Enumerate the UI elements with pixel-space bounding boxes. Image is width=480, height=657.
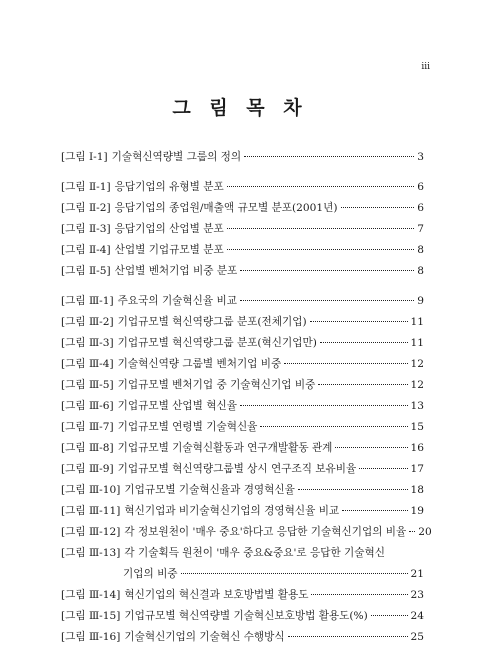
figure-title: 응답기업의 유형별 분포 xyxy=(114,181,224,193)
toc-entry[interactable] xyxy=(61,354,424,375)
figure-title: 산업별 기업규모별 분포 xyxy=(114,244,224,256)
dot-leader xyxy=(359,468,407,469)
toc-entry[interactable] xyxy=(61,261,424,282)
figure-page-number: 23 xyxy=(410,589,424,601)
dot-leader xyxy=(240,300,414,301)
toc-entry[interactable] xyxy=(61,333,424,354)
toc-entry[interactable] xyxy=(61,480,424,501)
figure-title: 기업규모별 벤처기업 중 기술혁신기업 비중 xyxy=(117,379,316,391)
toc-group xyxy=(61,177,424,282)
figure-page-number: 7 xyxy=(417,223,424,235)
toc-entry[interactable] xyxy=(61,219,424,240)
dot-leader xyxy=(244,156,414,157)
figure-title: 기업규모별 혁신역량그룹별 상시 연구조직 보유비율 xyxy=(117,463,357,475)
figure-title: 기업규모별 혁신역량별 기술혁신보호방법 활용도(%) xyxy=(124,610,368,622)
dot-leader xyxy=(371,615,408,616)
toc-entry[interactable] xyxy=(61,375,424,396)
toc-entry-continuation[interactable] xyxy=(61,564,424,585)
figure-page-number: 3 xyxy=(417,151,424,163)
figure-label: [그림 Ⅲ-15] xyxy=(61,610,121,622)
dot-leader xyxy=(311,594,407,595)
page-number: iii xyxy=(421,62,430,72)
figure-page-number: 12 xyxy=(410,358,424,370)
figure-label: [그림 Ⅲ-12] xyxy=(61,526,121,538)
figure-title: 혁신기업과 비기술혁신기업의 경영혁신율 비교 xyxy=(124,505,340,517)
table-of-figures xyxy=(61,147,432,648)
figure-title: 기업규모별 기술혁신활동과 연구개발활동 관계 xyxy=(117,442,333,454)
toc-entry[interactable] xyxy=(61,522,432,543)
dot-leader xyxy=(240,405,408,406)
toc-entry[interactable] xyxy=(61,501,424,522)
toc-group xyxy=(61,147,424,168)
dot-leader xyxy=(298,489,408,490)
figure-label: [그림 Ⅱ-4] xyxy=(61,244,111,256)
figure-page-number: 15 xyxy=(410,421,424,433)
dot-leader xyxy=(181,573,408,574)
toc-entry[interactable] xyxy=(61,312,424,333)
figure-label: [그림 Ⅱ-1] xyxy=(61,181,111,193)
dot-leader xyxy=(318,384,407,385)
figure-label: [그림 Ⅱ-5] xyxy=(61,265,111,277)
figure-label: [그림 Ⅲ-8] xyxy=(61,442,114,454)
figure-title: 기업규모별 연령별 기술혁신율 xyxy=(117,421,258,433)
figure-label: [그림 Ⅲ-16] xyxy=(61,631,121,643)
toc-entry[interactable] xyxy=(61,438,424,459)
figure-label: [그림 Ⅱ-2] xyxy=(61,202,111,214)
page-title: 그 림 목 차 xyxy=(172,97,308,119)
figure-page-number: 18 xyxy=(410,484,424,496)
dot-leader xyxy=(260,426,407,427)
figure-label: [그림 Ⅲ-5] xyxy=(61,379,114,391)
toc-entry[interactable] xyxy=(61,291,424,312)
figure-title: 기술혁신역량 그룹별 벤처기업 비중 xyxy=(117,358,282,370)
dot-leader xyxy=(227,186,415,187)
figure-page-number: 8 xyxy=(417,265,424,277)
toc-entry[interactable] xyxy=(61,177,424,198)
dot-leader xyxy=(342,510,407,511)
figure-page-number: 20 xyxy=(418,526,432,538)
dot-leader xyxy=(320,342,408,343)
toc-entry[interactable] xyxy=(61,198,424,219)
dot-leader xyxy=(341,207,415,208)
figure-title: 각 기술획득 원천이 '매우 중요&중요'로 응답한 기술혁신 xyxy=(124,547,385,559)
figure-title: 응답기업의 종업원/매출액 규모별 분포(2001년) xyxy=(114,202,338,214)
toc-entry[interactable] xyxy=(61,396,424,417)
toc-entry[interactable] xyxy=(61,147,424,168)
toc-entry[interactable] xyxy=(61,585,424,606)
figure-page-number: 24 xyxy=(410,610,424,622)
toc-entry[interactable] xyxy=(61,417,424,438)
dot-leader xyxy=(335,447,407,448)
figure-title: 응답기업의 산업별 분포 xyxy=(114,223,224,235)
figure-page-number: 25 xyxy=(410,631,424,643)
figure-label: [그림 Ⅲ-6] xyxy=(61,400,114,412)
dot-leader xyxy=(240,270,414,271)
figure-page-number: 12 xyxy=(410,379,424,391)
dot-leader xyxy=(310,321,408,322)
figure-page-number: 8 xyxy=(417,244,424,256)
dot-leader xyxy=(227,249,415,250)
figure-title: 주요국의 기술혁신율 비교 xyxy=(117,295,237,307)
figure-title: 기업규모별 산업별 혁신율 xyxy=(117,400,237,412)
figure-page-number: 11 xyxy=(410,316,424,328)
figure-label: [그림 Ⅲ-7] xyxy=(61,421,114,433)
figure-title-continuation: 기업의 비중 xyxy=(123,568,178,580)
figure-label: [그림 Ⅱ-3] xyxy=(61,223,111,235)
dot-leader xyxy=(284,363,407,364)
figure-page-number: 6 xyxy=(417,181,424,193)
figure-title: 혁신기업의 혁신결과 보호방법별 활용도 xyxy=(124,589,309,601)
figure-page-number: 16 xyxy=(410,442,424,454)
figure-label: [그림 Ⅲ-2] xyxy=(61,316,114,328)
figure-title: 산업별 벤처기업 비중 분포 xyxy=(114,265,238,277)
dot-leader xyxy=(227,228,415,229)
toc-entry[interactable] xyxy=(61,459,424,480)
figure-label: [그림 Ⅰ-1] xyxy=(61,151,108,163)
figure-title: 각 정보원천이 '매우 중요'하다고 응답한 기술혁신기업의 비율 xyxy=(124,526,407,538)
figure-page-number: 13 xyxy=(410,400,424,412)
figure-label: [그림 Ⅲ-10] xyxy=(61,484,121,496)
figure-page-number: 11 xyxy=(410,337,424,349)
figure-label: [그림 Ⅲ-4] xyxy=(61,358,114,370)
figure-page-number: 9 xyxy=(417,295,424,307)
toc-entry[interactable] xyxy=(61,543,424,564)
figure-page-number: 19 xyxy=(410,505,424,517)
figure-label: [그림 Ⅲ-1] xyxy=(61,295,114,307)
figure-page-number: 21 xyxy=(410,568,424,580)
figure-title: 기술혁신역량별 그룹의 정의 xyxy=(111,151,242,163)
figure-label: [그림 Ⅲ-11] xyxy=(61,505,121,517)
toc-group xyxy=(61,291,432,648)
dot-leader xyxy=(409,531,415,532)
dot-leader xyxy=(288,636,408,637)
figure-page-number: 6 xyxy=(417,202,424,214)
figure-page-number: 17 xyxy=(410,463,424,475)
figure-label: [그림 Ⅲ-13] xyxy=(61,547,121,559)
toc-entry[interactable] xyxy=(61,627,424,648)
figure-label: [그림 Ⅲ-9] xyxy=(61,463,114,475)
figure-label: [그림 Ⅲ-3] xyxy=(61,337,114,349)
figure-label: [그림 Ⅲ-14] xyxy=(61,589,121,601)
figure-title: 기업규모별 기술혁신율과 경영혁신율 xyxy=(124,484,295,496)
figure-title: 기업규모별 혁신역량그룹 분포(혁신기업만) xyxy=(117,337,317,349)
toc-entry[interactable] xyxy=(61,240,424,261)
figure-title: 기술혁신기업의 기술혁신 수행방식 xyxy=(124,631,285,643)
figure-title: 기업규모별 혁신역량그룹 분포(전체기업) xyxy=(117,316,307,328)
toc-entry[interactable] xyxy=(61,606,424,627)
